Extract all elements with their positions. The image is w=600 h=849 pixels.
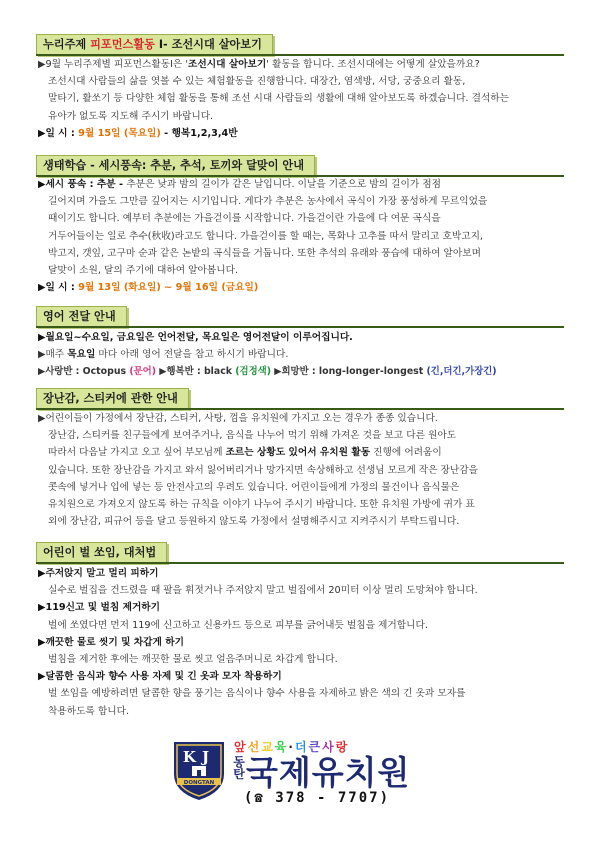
slogan-char: 랑 (335, 740, 350, 754)
performance-highlight: 피포먼스활동 (90, 38, 155, 51)
performance-date: 9월 15일 (목요일) (78, 127, 161, 139)
bee-tip-head: ▶주저앉지 말고 멀리 피하기 (38, 568, 159, 579)
section-title-toys: 장난감, 스티커에 관한 안내 (36, 388, 189, 409)
school-logo (168, 738, 438, 808)
slogan-char: 앞 (234, 740, 248, 754)
school-phone: (☎ 378 - 7707) (244, 790, 391, 806)
class-huimang-word: (긴,더긴,가장긴) (426, 366, 497, 378)
emblem-band-text: DONGTAN (183, 780, 215, 786)
school-emblem-icon (168, 738, 230, 802)
ecology-date: 9월 13일 (화요일) ~ 9월 16일 (금요일) (78, 282, 259, 294)
slogan-char: 선 (247, 740, 262, 754)
toys-body: ▶어린이들이 가정에서 장난감, 스티커, 사탕, 껌을 유치원에 가지고 오는 경우가 종종 있습니다. 장난감, 스티커를 친구들에게 보여주거나, 음식을 나누어 먹기 위해 가져온 것을 보고 다른 원아도 따라서 다음날 가지고 오고 싶어 부모님께 조르는 상황도 있어서 유치원 활동 진행에 어려움이 있습니다. 또한 장난감을 가지고 와서 잃어버리거나 망가지면 속상해하고 선생님 모르게 작은 장난감을 콧속에 넣거나 입에 넣는 등 안전사고의 우려도 있습니다. 어린이들에게 가정의 물건이나 음식물은 유치원으로 가져오지 않도록 하는 규칙을 이야기 나누어 주시기 바랍니다. 또한 유치원 가방에 귀가 표 외에 장난감, 피규어 등을 달고 등원하지 않도록 가정에서 설명해주시고 지켜주시기 부탁드립니다. (38, 413, 478, 528)
slogan-char: 사 (322, 740, 336, 754)
section-rule (36, 326, 564, 328)
slogan-char: 더 (294, 740, 309, 754)
section-title-bee-sting: 어린이 벌 쏘임, 대처법 (36, 542, 167, 563)
bee-tip-head: ▶깨끗한 물로 씻기 및 차갑게 하기 (38, 636, 184, 648)
class-sarang-word: (문어) (129, 366, 157, 378)
section-title-ecology: 생태학습 - 세시풍속: 추분, 추석, 토끼와 달맞이 안내 (36, 155, 315, 176)
emblem-letters: KJ (182, 748, 216, 766)
class-haengbok-word: (검정색) (235, 366, 272, 378)
section-rule (36, 562, 564, 564)
section-title-english: 영어 전달 안내 (36, 306, 127, 327)
english-body: ▶월요일~수요일, 금요일은 언어전달, 목요일은 영어전달이 이루어집니다. ▶매주 목요일 마다 아래 영어 전달을 참고 하시기 바랍니다. ▶사랑반 : Octopus (문어) ▶행복반 : black (검정색) ▶희망반 : long-longer-longest (긴,더긴,가장긴) (38, 332, 497, 378)
performance-body: ▶9월 누리주제별 피포먼스활동Ⅰ은 '조선시대 살아보기' 활동을 합니다. 조선시대에는 어떻게 살았을까요? 조선시대 사람들의 삶을 엿볼 수 있는 체험활동을 진행합니다. 대장간, 염색방, 서당, 궁중요리 활동, 말타기, 활쏘기 등 다양한 체험 활동을 통해 조선 시대 사람들의 생활에 대해 알아보도록 하겠습니다. 결석하는 유아가 없도록 지도해 주시기 바랍니다. ▶일 시 : 9월 15일 (목요일) - 행복1,2,3,4반 (38, 59, 510, 139)
bee-tip-head: ▶달콤한 음식과 향수 사용 자제 및 긴 옷과 모자 착용하기 (38, 671, 282, 683)
ecology-body: ▶세시 풍속 : 추분 - 추분은 낮과 밤의 길이가 같은 날입니다. 이날을 기준으로 밤의 길이가 점점 길어지며 가을도 그만큼 깊어지는 시기입니다. 게다가 추분은 농사에서 곡식이 가장 풍성하게 무르익었을 때이기도 합니다. 예부터 추분에는 가을걷이를 시작합니다. 가을걷이란 가을에 다 여문 곡식을 거두어들이는 일로 추수(秋收)라고도 합니다. 가을걷이를 할 때는, 목화나 고추를 따서 말리고 호박고지, 박고지, 갯잎, 고구마 순과 같은 논밭의 곡식들을 거둡니다. 또한 추석의 유래와 풍습에 대하여 알아보며 달맞이 소원, 달의 주기에 대하여 알아봅니다. ▶일 시 : 9월 13일 (화요일) ~ 9월 16일 (금요일) (38, 179, 488, 294)
bee-tip-head: ▶119신고 및 벌침 제거하기 (38, 602, 161, 614)
school-name: 동 탄국제유치원 (233, 753, 411, 792)
slogan-char: 교 (261, 740, 275, 754)
section-title-performance: 누리주제 피포먼스활동 I- 조선시대 살아보기 (36, 34, 273, 55)
slogan-char: 육 (274, 740, 289, 754)
bee-sting-body: ▶주저앉지 말고 멀리 피하기 실수로 벌집을 건드렸을 때 팔을 휘젓거나 주저앉지 말고 벌집에서 20미터 이상 멀리 도망쳐야 합니다. ▶119신고 및 벌침 제거하기 벌에 쏘였다면 먼저 119에 신고하고 신용카드 등으로 피부를 긁어내듯 벌침을 제거합니다. ▶깨끗한 물로 씻기 및 차갑게 하기 벌침을 제거한 후에는 깨끗한 물로 씻고 얼음주머니로 차갑게 합니다. ▶달콤한 음식과 향수 사용 자제 및 긴 옷과 모자 착용하기 벌 쏘임을 예방하려면 달콤한 향을 풍기는 음식이나 향수 사용을 자제하고 밝은 색의 긴 옷과 모자를 착용하도록 합니다. (38, 565, 563, 720)
slogan-char: · (288, 740, 295, 754)
slogan-char: 큰 (308, 740, 323, 754)
